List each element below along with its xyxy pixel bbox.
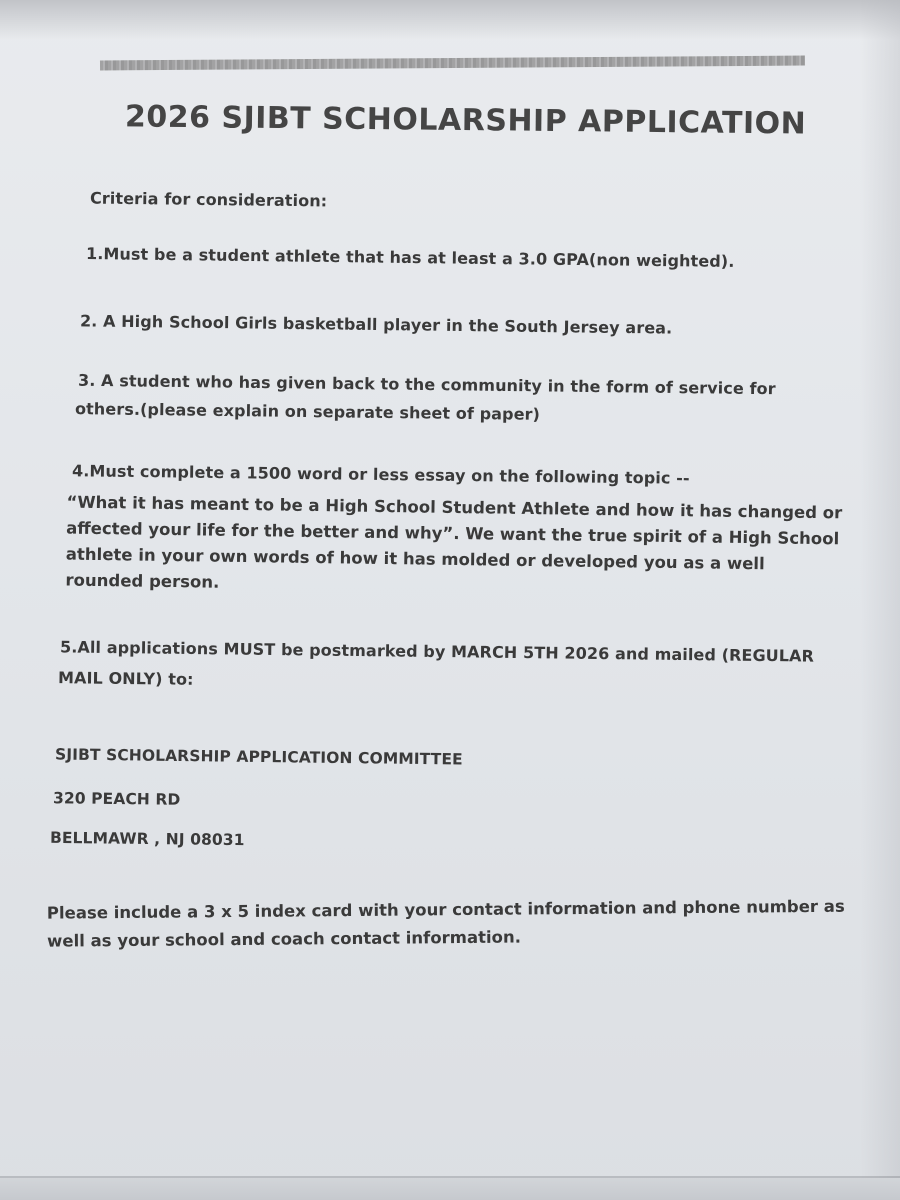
page-bottom-strip	[0, 1178, 900, 1200]
criteria-item-2: 2. A High School Girls basketball player in the South Jersey area.	[79, 311, 673, 338]
closing-note: Please include a 3 x 5 index card with your contact information and phone number as well as your school and coach contact information.	[46, 896, 845, 951]
criteria-header: Criteria for consideration:	[89, 188, 328, 211]
page-top-shadow	[0, 0, 900, 40]
criteria-item-4-line-1: 4.Must complete a 1500 word or less essay on the following topic --	[71, 461, 690, 488]
criteria-item-5-line-2: MAIL ONLY) to:	[57, 668, 194, 689]
address-street: 320 PEACH RD	[52, 789, 181, 809]
criteria-item-3-line-2: others.(please explain on separate sheet of paper)	[74, 399, 541, 424]
page-right-edge	[860, 0, 900, 1200]
address-city: BELLMAWR , NJ 08031	[49, 828, 245, 850]
address-committee: SJIBT SCHOLARSHIP APPLICATION COMMITTEE	[54, 745, 463, 769]
header-gray-bar	[100, 56, 805, 71]
document-title: 2026 SJIBT SCHOLARSHIP APPLICATION	[124, 99, 807, 142]
criteria-item-3-line-1: 3. A student who has given back to the community in the form of service for	[77, 370, 776, 399]
essay-topic-quote: “What it has meant to be a High School Student Athlete and how it has changed or affected your life for the better and why”. We want the true spirit of a High School athlete in your own words of how it has molded or developed you as a well rounded person.	[65, 492, 843, 592]
criteria-item-5-line-1: 5.All applications MUST be postmarked by MARCH 5TH 2026 and mailed (REGULAR	[59, 637, 815, 666]
criteria-item-1: 1.Must be a student athlete that has at least a 3.0 GPA(non weighted).	[85, 244, 735, 271]
